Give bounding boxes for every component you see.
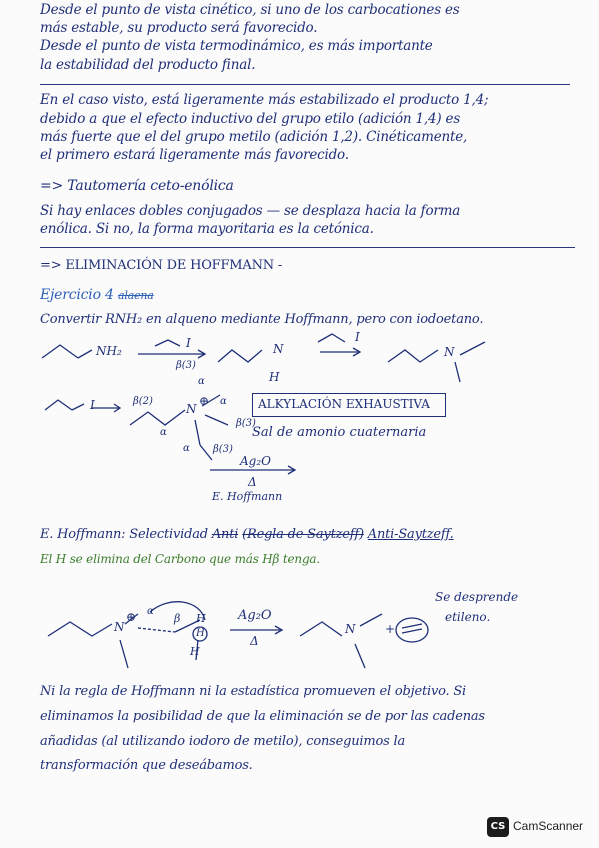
iodo-label-3: I — [90, 398, 95, 412]
se-desprende: Se desprende — [435, 590, 519, 604]
alpha-label-3: α — [220, 396, 227, 407]
sal-label: Sal de amonio cuaternaria — [252, 425, 427, 440]
mech-h-1: H — [196, 612, 206, 625]
delta-label-1: Δ — [248, 475, 257, 489]
intro-line-2: más estable, su producto será favorecido. — [40, 20, 318, 36]
alkylacion-label: ALKYLACIÓN EXHAUSTIVA — [258, 397, 430, 411]
mech-h-3: H — [190, 645, 200, 658]
amine-n-2: N — [444, 345, 455, 359]
caso-line-1: En el caso visto, está ligeramente más estabilizado el producto 1,4; — [40, 92, 489, 108]
iodo-label-2: I — [355, 330, 360, 344]
mech-n: N — [114, 620, 125, 634]
selectividad-green-note: El H se elimina del Carbono que más Hβ tenga. — [40, 552, 320, 566]
selectividad-strike-1: Anti — [211, 527, 239, 542]
beta3-label-2: β(3) — [236, 418, 256, 429]
mech-h-2: H — [196, 628, 205, 639]
mech-plus: ⊕ — [126, 610, 137, 624]
camscanner-logo-icon: CS — [487, 817, 509, 837]
hoffmann-heading: => ELIMINACIÓN DE HOFFMANN - — [40, 258, 283, 273]
conclusion-line-1: Ni la regla de Hoffmann ni la estadística promueven el objetivo. Si — [40, 684, 467, 699]
camscanner-label: CamScanner — [513, 819, 584, 833]
mech-beta: β — [174, 612, 181, 625]
intro-line-1: Desde el punto de vista cinético, si uno de los carbocationes es — [40, 2, 460, 18]
tauto-line-2: enólica. Si no, la forma mayoritaria es la cetónica. — [40, 221, 374, 237]
conclusion-line-3: añadidas (al utilizando iodoro de metilo), conseguimos la — [40, 734, 406, 749]
intro-line-3: Desde el punto de vista termodinámico, es más importante — [40, 38, 433, 54]
conclusion-line-2: eliminamos la posibilidad de que la eliminación se de por las cadenas — [40, 709, 485, 724]
mech-delta: Δ — [250, 634, 259, 648]
ejercicio-number: Ejercicio 4 — [40, 287, 114, 303]
conclusion-line-4: transformación que deseábamos. — [40, 758, 253, 773]
beta3-label-3: β(3) — [213, 444, 233, 455]
mech-n-2: N — [345, 622, 356, 636]
mech-alpha: α — [147, 606, 154, 617]
ag2o-label-1: Ag₂O — [240, 454, 271, 468]
anti-saytzeff: Anti-Saytzeff. — [367, 527, 454, 542]
selectividad-prefix: E. Hoffmann: Selectividad — [40, 527, 208, 542]
nh2-label: NH₂ — [96, 344, 122, 358]
beta3-label-1: β(3) — [176, 360, 196, 371]
intro-line-4: la estabilidad del producto final. — [40, 57, 256, 73]
iodo-label-1: I — [186, 336, 191, 350]
enunciado: Convertir RNH₂ en alqueno mediante Hoffmann, pero con iodoetano. — [40, 312, 484, 327]
tauto-heading: => Tautomería ceto-enólica — [40, 178, 234, 194]
alpha-label-4: α — [183, 443, 190, 454]
caso-line-2: debido a que el efecto inductivo del grupo etilo (adición 1,4) es — [40, 111, 461, 127]
ejercicio-strike: alaena — [118, 289, 154, 302]
amine-n-1: N — [273, 342, 284, 356]
alpha-label-2: α — [160, 427, 167, 438]
mech-ag2o: Ag₂O — [238, 608, 272, 623]
selectividad-strike-2: (Regla de Saytzeff) — [242, 527, 364, 542]
e-hoffmann-label: E. Hoffmann — [212, 490, 283, 503]
tauto-line-1: Si hay enlaces dobles conjugados — se desplaza hacia la forma — [40, 203, 461, 219]
amine-h-1: H — [269, 370, 280, 384]
beta2-label: β(2) — [133, 396, 153, 407]
caso-line-4: el primero estará ligeramente más favorecido. — [40, 147, 349, 163]
caso-line-3: más fuerte que el del grupo metilo (adición 1,2). Cinéticamente, — [40, 129, 468, 145]
etileno: etileno. — [445, 610, 491, 624]
quat-n: N — [186, 402, 197, 416]
quat-plus: ⊕ — [199, 394, 210, 408]
mech-plus-2: + — [385, 622, 396, 636]
alpha-label-1: α — [198, 376, 205, 387]
